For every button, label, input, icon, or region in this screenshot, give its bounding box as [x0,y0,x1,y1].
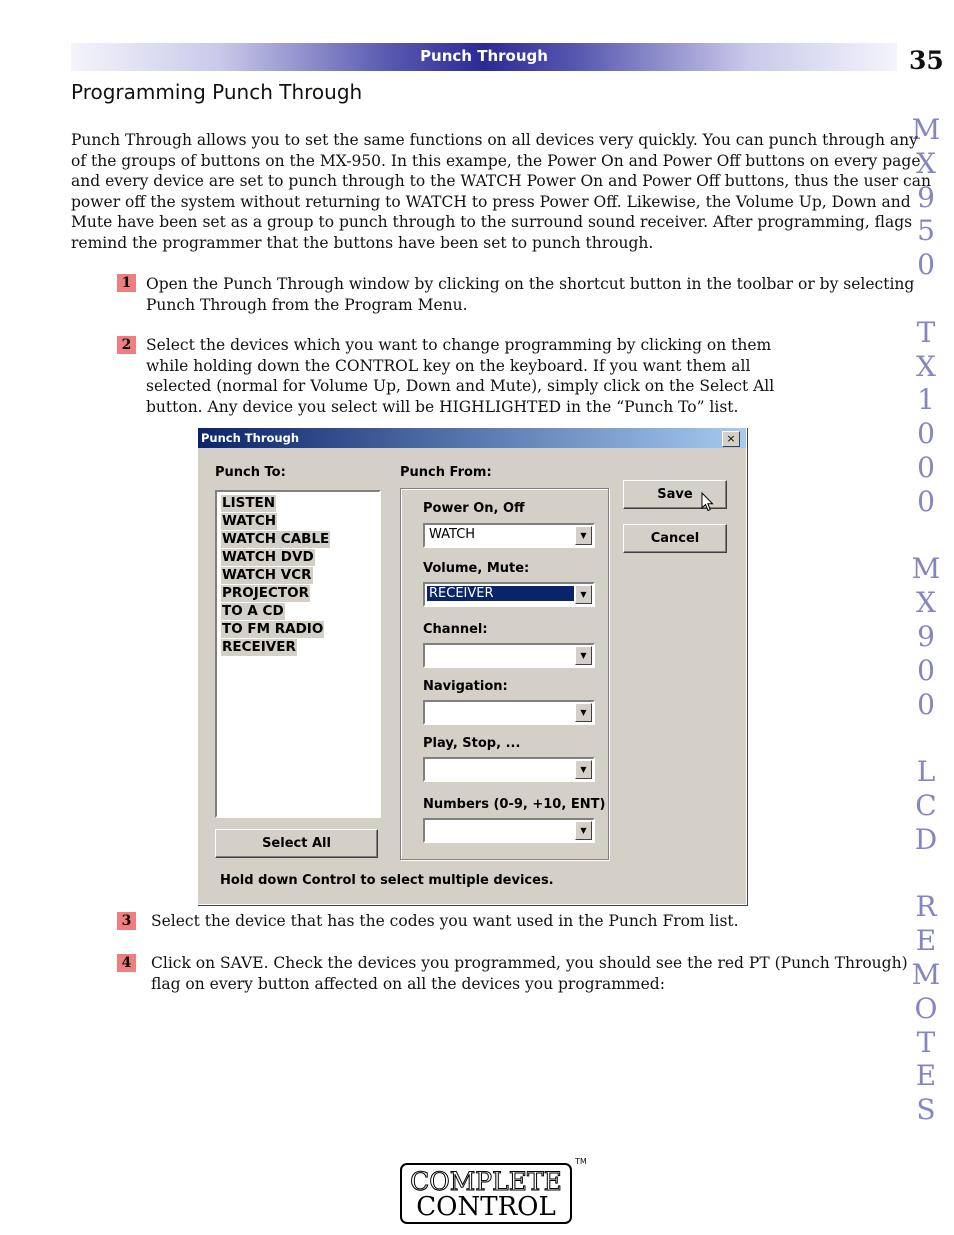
side-letter: S [916,1093,936,1127]
group-label: Power On, Off [423,501,525,516]
side-product-title [910,113,942,1127]
chevron-down-icon[interactable]: ▼ [575,703,592,722]
list-item[interactable]: LISTEN [222,495,276,511]
step-text [151,911,739,932]
side-letter: L [916,755,936,789]
numbers-select[interactable] [423,818,595,843]
chevron-down-icon[interactable]: ▼ [575,646,592,665]
list-item[interactable]: WATCH VCR [222,567,312,583]
intro-line: power off the system without returning to WATCH to press Power Off. Likewise, the Volume Up, Down and [71,192,911,211]
chevron-down-icon[interactable]: ▼ [575,821,592,840]
side-letter: X [916,146,936,180]
list-item[interactable]: RECEIVER [222,639,296,655]
save-button[interactable] [623,480,727,509]
play-stop-select[interactable] [423,757,595,782]
side-letter: 0 [917,417,935,451]
side-letter: T [916,1025,936,1059]
save-label: Save [657,487,693,502]
dialog-title: Punch Through [201,431,300,445]
cancel-button[interactable]: Cancel [623,524,727,553]
intro-line: Punch Through allows you to set the same functions on all devices very quickly. You can punch through any [71,131,918,149]
intro-line: remind the programmer that the buttons have been set to punch through. [71,233,654,252]
step-text [151,953,908,994]
step-number-badge: 2 [117,336,136,354]
side-letter [910,282,942,316]
step-line: selected (normal for Volume Up, Down and Mute), simply click on the Select All [146,377,775,395]
step-line: while holding down the CONTROL key on the keyboard. If you want them all [146,356,751,375]
step-number-badge: 1 [117,274,136,292]
side-letter: D [914,822,938,856]
punch-to-list[interactable] [215,490,381,818]
page-number: 35 [909,46,944,75]
dialog-hint: Hold down Control to select multiple devices. [220,873,554,888]
list-item[interactable]: WATCH CABLE [222,531,330,547]
chevron-down-icon[interactable]: ▼ [575,526,592,545]
group-label: Navigation: [423,679,508,694]
logo-line-1: COMPLETE [410,1167,562,1196]
intro-line: of the groups of buttons on the MX-950. In this exampe, the Power On and Power Off buttons on every page [71,151,921,170]
side-letter: 9 [917,180,935,214]
channel-select[interactable] [423,643,595,668]
step-line: flag on every button affected on all the devices you programmed: [151,974,665,993]
punch-to-label: Punch To: [215,465,286,480]
side-letter: 1 [917,383,935,417]
chevron-down-icon[interactable]: ▼ [575,760,592,779]
header-title: Punch Through [420,47,548,65]
step-line: Open the Punch Through window by clicking on the shortcut button in the toolbar or by selecting [146,275,915,293]
list-item[interactable]: TO A CD [222,603,284,619]
trademark-mark: TM [575,1157,587,1166]
side-letter: O [914,991,938,1025]
side-letter: R [915,890,937,924]
side-letter: 0 [917,653,935,687]
group-label: Volume, Mute: [423,561,530,576]
list-item[interactable]: WATCH DVD [222,549,314,565]
select-value: WATCH [429,527,476,542]
intro-line: and every device are set to punch through to the WATCH Power On and Power Off buttons, thus the user can [71,172,931,190]
logo-line-2: CONTROL [416,1192,556,1222]
group-label: Channel: [423,622,488,637]
side-letter: M [911,113,941,146]
select-value: RECEIVER [427,586,574,601]
step-line: button. Any device you select will be HIGHLIGHTED in the “Punch To” list. [146,397,739,416]
side-letter: 9 [917,619,935,653]
volume-mute-select[interactable] [423,582,595,607]
side-letter [910,721,942,755]
step-line: Select the device that has the codes you want used in the Punch From list. [151,912,739,930]
step-text [146,335,774,417]
side-letter [910,857,942,891]
step-line: Click on SAVE. Check the devices you programmed, you should see the red PT (Punch Through) [151,954,908,972]
side-letter: 5 [917,214,935,248]
side-letter: M [911,552,941,586]
side-letter [910,519,942,553]
list-item[interactable]: TO FM RADIO [222,621,324,637]
select-all-button[interactable]: Select All [215,829,378,858]
group-label: Play, Stop, ... [423,736,521,751]
header-bar [71,43,897,71]
side-letter: 0 [917,450,935,484]
side-letter: E [915,924,937,958]
side-letter: 0 [917,248,935,282]
section-heading: Programming Punch Through [71,80,363,104]
side-letter: 0 [917,484,935,518]
step-text [146,274,914,315]
intro-line: Mute have been set as a group to punch through to the surround sound receiver. After programming, flags [71,213,913,231]
dialog-title-bar [198,428,746,448]
navigation-select[interactable] [423,700,595,725]
step-line: Punch Through from the Program Menu. [146,295,468,314]
intro-paragraph [71,130,931,253]
side-letter: X [916,586,936,620]
step-line: Select the devices which you want to change programming by clicking on them [146,336,772,354]
step-number-badge: 3 [117,912,136,930]
side-letter: M [911,957,941,991]
side-letter: C [915,788,937,822]
side-letter: X [916,349,936,383]
side-letter: E [915,1059,937,1093]
complete-control-logo [400,1163,572,1224]
punch-from-label: Punch From: [400,465,492,480]
power-on-off-select[interactable] [423,523,595,548]
side-letter: T [916,315,936,349]
close-icon[interactable]: × [722,431,740,447]
list-item[interactable]: WATCH [222,513,277,529]
group-label: Numbers (0-9, +10, ENT) [423,797,606,812]
side-letter: 0 [917,687,935,721]
punch-through-dialog [197,427,747,905]
list-item[interactable]: PROJECTOR [222,585,309,601]
chevron-down-icon[interactable]: ▼ [575,585,592,604]
cursor-icon [701,492,714,512]
step-number-badge: 4 [117,954,136,972]
